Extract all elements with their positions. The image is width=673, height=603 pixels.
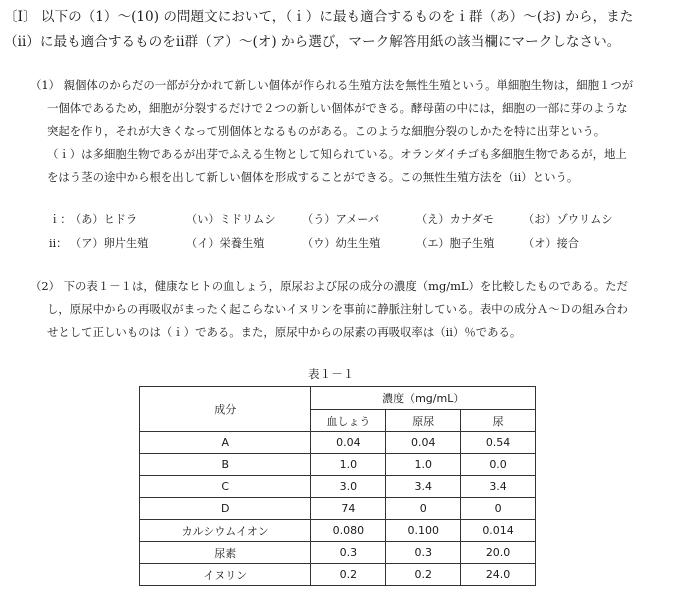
cell-value: 1.0 [386,454,461,476]
q1-line-4: （ｉ）は多細胞生物であるが出芽でふえる生物として知られている。オランダイチゴも多細胞生物であるが，地上 [47,147,627,161]
cell-value: 0 [461,498,536,520]
header-urine: 尿 [461,410,536,432]
cell-value: 3.4 [386,476,461,498]
row-name: C [140,476,311,498]
group1-option-o: （お）ゾウリムシ [523,213,613,226]
table-row [140,476,536,498]
cell-value: 0.014 [461,520,536,542]
cell-value: 0.0 [461,454,536,476]
table-row [140,520,536,542]
cell-value: 74 [311,498,386,520]
cell-value: 3.0 [311,476,386,498]
group2-label: ⅱ： [49,237,68,250]
group2-option-e: （エ）胞子生殖 [416,237,495,250]
table-row [140,564,536,586]
table-row [140,542,536,564]
cell-value: 0.100 [386,520,461,542]
data-table [139,386,536,586]
group2-option-u: （ウ）幼生生殖 [302,237,381,250]
cell-value: 3.4 [461,476,536,498]
concentration-header: 濃度（mg/mL） [311,387,536,410]
cell-value: 20.0 [461,542,536,564]
q2-line-2: し，原尿中からの再吸収がまったく起こらないイヌリンを事前に静脈注射している。表中の成分Ａ～Ｄの組み合わ [47,302,628,316]
group1-option-i: （い）ミドリムシ [186,213,276,226]
header-plasma: 血しょう [311,410,386,432]
q2-line-1: （2） 下の表１－１は，健康なヒトの血しょう，原尿および尿の成分の濃度（mg/mL）を比較したものである。ただ [30,279,628,293]
q1-line-1: （1） 親個体のからだの一部が分かれて新しい個体が作られる生殖方法を無性生殖という。単細胞生物は，細胞１つが [30,78,634,92]
cell-value: 24.0 [461,564,536,586]
row-name: D [140,498,311,520]
cell-value: 0.04 [311,432,386,454]
cell-value: 1.0 [311,454,386,476]
component-header: 成分 [140,387,311,432]
row-name: カルシウムイオン [140,520,311,542]
cell-value: 0.2 [311,564,386,586]
cell-value: 0.04 [386,432,461,454]
cell-value: 0.2 [386,564,461,586]
group1-option-a: （あ）ヒドラ [70,213,138,226]
intro-line-2: （ⅱ）に最も適合するものをⅱ群（ア）～(オ) から選び，マーク解答用紙の該当欄にマークしなさい。 [4,34,621,50]
group2-option-a: （ア）卵片生殖 [70,237,149,250]
row-name: A [140,432,311,454]
table-row [140,454,536,476]
group2-option-i: （イ）栄養生殖 [186,237,265,250]
cell-value: 0.3 [386,542,461,564]
q1-line-3: 突起を作り，それが大きくなって別個体となるものがある。このような細胞分裂のしかたを特に出芽という。 [47,124,606,138]
row-name: B [140,454,311,476]
cell-value: 0.080 [311,520,386,542]
q2-line-3: せとして正しいものは（ｉ）である。また，原尿中からの尿素の再吸収率は（ⅱ）％である。 [47,325,522,339]
group1-option-e: （え）カナダモ [416,213,494,226]
row-name: 尿素 [140,542,311,564]
q1-line-2: 一個体であるため，細胞が分裂するだけで２つの新しい個体ができる。酵母菌の中には，細胞の一部に芽のような [47,101,628,115]
group1-label: ｉ： [49,213,72,226]
group2-option-o: （オ）接合 [523,237,579,250]
cell-value: 0.54 [461,432,536,454]
group1-option-u: （う）アメーバ [302,213,380,226]
table-row [140,432,536,454]
row-name: イヌリン [140,564,311,586]
q1-line-5: をはう茎の途中から根を出して新しい個体を形成することができる。この無性生殖方法を（ⅱ）という。 [47,170,579,184]
header-primary-urine: 原尿 [386,410,461,432]
table-row [140,498,536,520]
table-caption: 表１－１ [308,367,355,381]
intro-line-1: 〔Ⅰ〕 以下の（1）～(10) の問題文において，（ｉ）に最も適合するものをｉ群（あ）～(お) から，また [4,9,634,25]
cell-value: 0.3 [311,542,386,564]
cell-value: 0 [386,498,461,520]
